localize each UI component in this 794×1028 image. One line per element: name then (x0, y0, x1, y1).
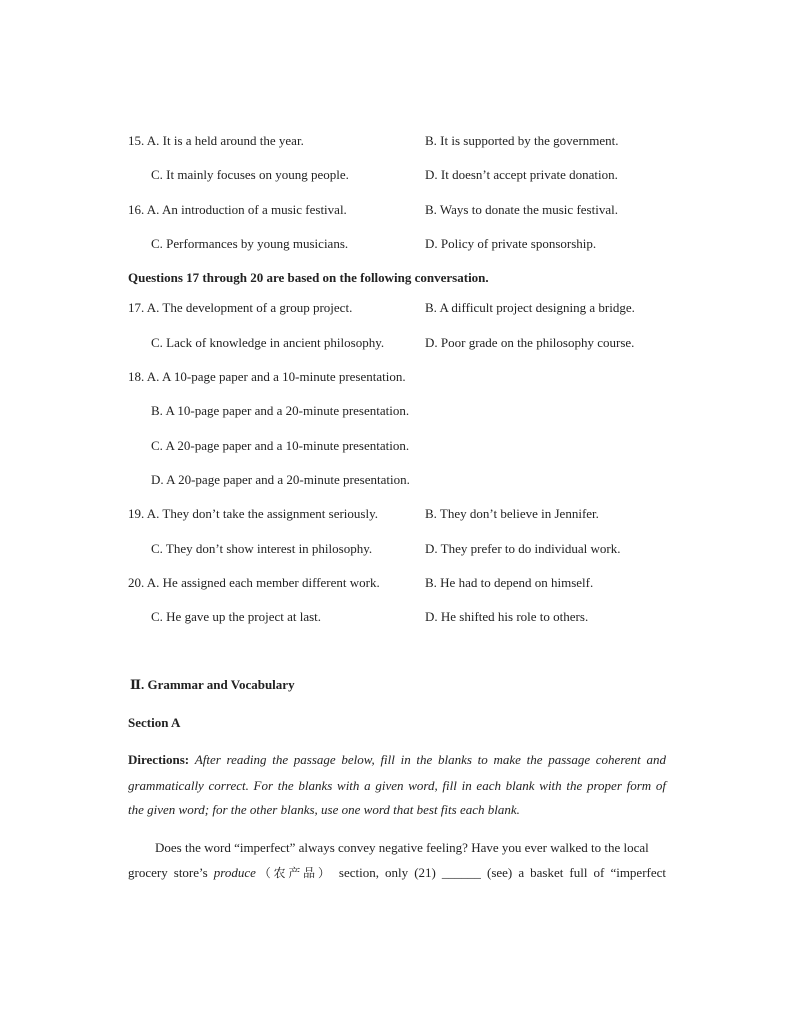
directions-label: Directions: (128, 752, 190, 767)
directions-text-3: the given word; for the other blanks, use one word that best fits each blank. (128, 802, 520, 817)
q18-option-b: B. A 10-page paper and a 20-minute presentation. (151, 403, 410, 418)
passage-line-1: Does the word “imperfect” always convey negative feeling? Have you ever walked to the local (155, 840, 649, 855)
q17-option-d: D. Poor grade on the philosophy course. (425, 335, 635, 350)
q18-option-d: D. A 20-page paper and a 20-minute presentation. (151, 472, 410, 487)
q16-option-b: B. Ways to donate the music festival. (425, 202, 618, 217)
directions-line-1 (128, 752, 666, 768)
passage-line-2-end: section, only (21) ______ (see) a basket full of “imperfect (338, 865, 667, 880)
directions-text-1: After reading the passage below, fill in the blanks to make the passage coherent and (194, 752, 666, 767)
directions-text-2: grammatically correct. For the blanks with a given word, fill in each blank with the proper form of (128, 778, 666, 793)
q19-option-d: D. They prefer to do individual work. (425, 541, 621, 556)
q17-option-a: 17. A. The development of a group project. (128, 300, 353, 315)
q19-option-b: B. They don’t believe in Jennifer. (425, 506, 599, 521)
q16-option-a: 16. A. An introduction of a music festival. (128, 202, 347, 217)
directions-line-2 (128, 778, 666, 794)
chinese-gloss: （农产品） (255, 866, 333, 880)
q18-option-a: 18. A. A 10-page paper and a 10-minute presentation. (128, 369, 406, 384)
q16-option-c: C. Performances by young musicians. (151, 236, 349, 251)
q15-option-b: B. It is supported by the government. (425, 133, 619, 148)
q15-option-a: 15. A. It is a held around the year. (128, 133, 304, 148)
q18-option-c: C. A 20-page paper and a 10-minute presentation. (151, 438, 410, 453)
q19-option-c: C. They don’t show interest in philosophy. (151, 541, 373, 556)
q15-option-c: C. It mainly focuses on young people. (151, 167, 349, 182)
passage-line-2 (128, 865, 666, 881)
q16-option-d: D. Policy of private sponsorship. (425, 236, 597, 251)
q20-option-c: C. He gave up the project at last. (151, 609, 322, 624)
q15-option-d: D. It doesn’t accept private donation. (425, 167, 618, 182)
directions-line-3 (128, 802, 520, 818)
q20-option-b: B. He had to depend on himself. (425, 575, 594, 590)
q17-option-c: C. Lack of knowledge in ancient philosophy. (151, 335, 385, 350)
produce-word: produce (213, 865, 256, 880)
conversation-heading: Questions 17 through 20 are based on the following conversation. (128, 270, 489, 285)
q19-option-a: 19. A. They don’t take the assignment seriously. (128, 506, 378, 521)
q20-option-d: D. He shifted his role to others. (425, 609, 589, 624)
part-heading: Ⅱ. Grammar and Vocabulary (130, 677, 295, 692)
passage-line-2-start: grocery store’s (128, 865, 214, 880)
q17-option-b: B. A difficult project designing a bridge. (425, 300, 635, 315)
section-heading: Section A (128, 715, 181, 730)
q20-option-a: 20. A. He assigned each member different work. (128, 575, 380, 590)
